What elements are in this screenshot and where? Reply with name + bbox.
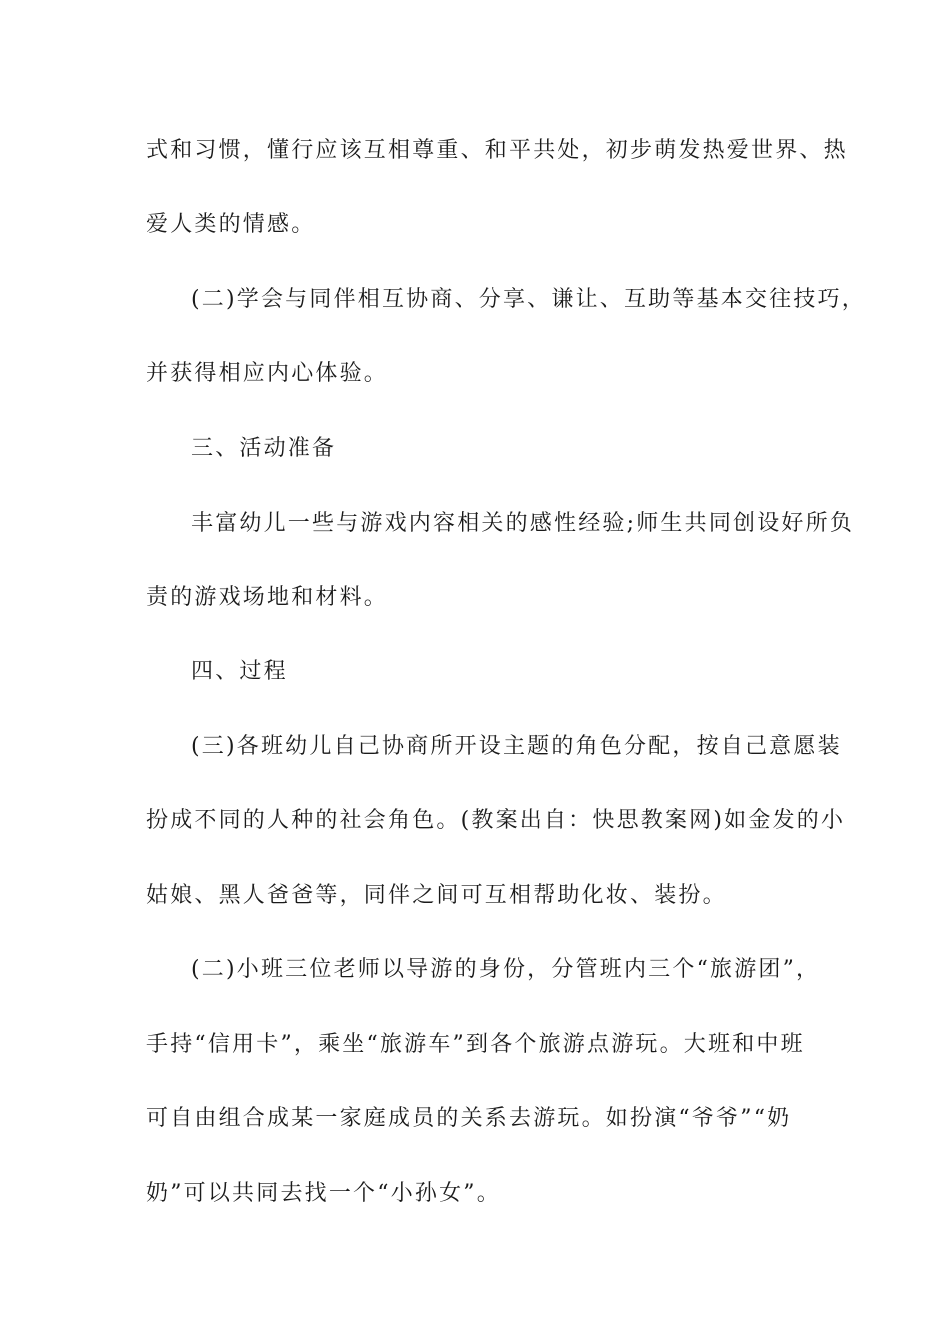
paragraph-line: 姑娘、黑人爸爸等，同伴之间可互相帮助化妆、装扮。 (146, 883, 727, 908)
paragraph-line: 责的游戏场地和材料。 (146, 585, 389, 610)
paragraph-line: 并获得相应内心体验。 (146, 361, 389, 386)
paragraph-line: 奶”可以共同去找一个“小孙女”。 (146, 1181, 501, 1206)
paragraph-line: 扮成不同的人种的社会角色。(教案出自：快思教案网)如金发的小 (146, 808, 846, 833)
paragraph-line: 丰富幼儿一些与游戏内容相关的感性经验;师生共同创设好所负 (191, 511, 855, 536)
paragraph-line: 式和习惯，懂行应该互相尊重、和平共处，初步萌发热爱世界、热 (146, 138, 848, 163)
paragraph-line: 手持“信用卡”，乘坐“旅游车”到各个旅游点游玩。大班和中班 (146, 1032, 805, 1057)
section-heading: 四、过程 (191, 659, 288, 684)
paragraph-line: (二)小班三位老师以导游的身份，分管班内三个“旅游团”， (191, 957, 821, 982)
section-heading: 三、活动准备 (191, 436, 337, 461)
paragraph-line: (二)学会与同伴相互协商、分享、谦让、互助等基本交往技巧， (191, 287, 866, 312)
paragraph-line: (三)各班幼儿自己协商所开设主题的角色分配，按自己意愿装 (191, 734, 842, 759)
paragraph-line: 爱人类的情感。 (146, 212, 316, 237)
paragraph-line: 可自由组合成某一家庭成员的关系去游玩。如扮演“爷爷”“奶 (146, 1106, 792, 1131)
